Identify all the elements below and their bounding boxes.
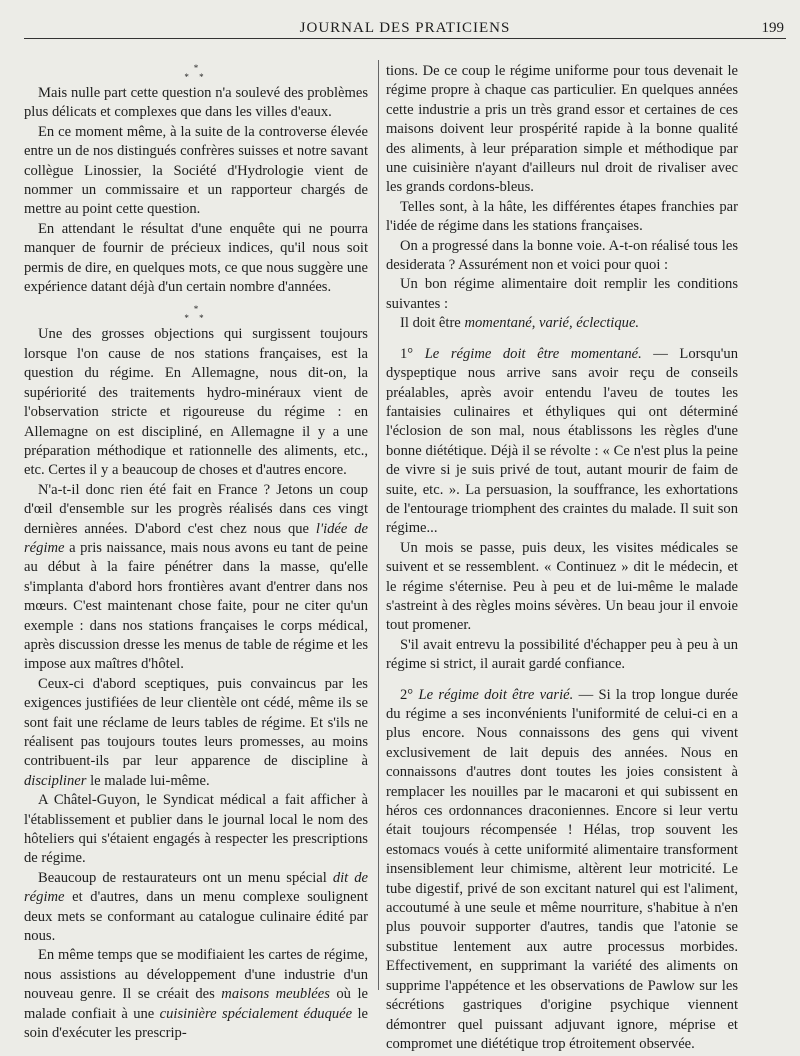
paragraph: En ce moment même, à la suite de la controverse élevée entre un de nos distingués confrères suisses et notre savant collègue Linossier, la Société d'Hydrologie vient de nommer un commissaire et un rapporteur chargés de mettre au point cette question. <box>24 123 368 218</box>
paragraph: S'il avait entrevu la possibilité d'échapper peu à peu à un régime si strict, il aurait gardé confiance. <box>386 636 738 673</box>
right-column <box>386 62 738 1054</box>
left-column <box>24 62 368 1044</box>
paragraph: En même temps que se modifiaient les cartes de régime, nous assistions au développement d'une industrie d'un nouveau genre. Il se créait des maisons meublées où le malade confiait à une cuisinière spécialement éduquée le soin d'exécuter les prescrip- <box>24 947 368 1042</box>
paragraph: Ceux-ci d'abord sceptiques, puis convaincus par les exigences justifiées de leur clientèle ont cédé, même ils se sont fait une réclame de leurs tables de régime. Et s'ils ne réalisent pas toujours toutes leurs promesses, au moins contribuent-ils par leur apparence de discipline à discipliner le malade lui-même. <box>24 675 368 789</box>
paragraph: Il doit être momentané, varié, éclectique. <box>400 315 640 332</box>
paragraph: En attendant le résultat d'une enquête qui ne pourra manquer de fournir de précieux indices, qu'il nous soit permis de dire, en quelques mots, ce que nous suggère une expérience datant déjà d'un certain nombre d'années. <box>24 220 368 296</box>
paragraph: Un mois se passe, puis deux, les visites médicales se suivent et se ressemblent. « Continuez » dit le médecin, et le régime s'éternise. Peu à peu et de lui-même le malade s'astreint à des règles moins sévères. Un beau jour il envoie tout promener. <box>386 539 738 634</box>
paragraph: Beaucoup de restaurateurs ont un menu spécial dit de régime et d'autres, dans un menu complexe soulignent deux mets se conformant au catalogue culinaire édité par nous. <box>24 869 368 945</box>
section-asterism: * * * <box>184 63 208 82</box>
paragraph: tions. De ce coup le régime uniforme pour tous devenait le régime propre à chaque cas particulier. En quelques années cette industrie a pris un très grand essor et certaines de ces maisons doivent leur prospérité rapide à la bonne qualité des aliments, à leur préparation simple et méthodique par une cuisinière n'ayant d'ailleurs nul droit de rivaliser avec les grands cordons-bleus. <box>386 63 738 196</box>
page-number: 199 <box>761 20 784 36</box>
paragraph: N'a-t-il donc rien été fait en France ? Jetons un coup d'œil d'ensemble sur les progrès réalisés dans ces vingt dernières années. D'abord c'est chez nous que l'idée de régime a pris naissance, mais nous avons eu tant de peine au début à la faire pénétrer dans la masse, qu'elle s'implanta d'abord hors frontières avant d'entrer dans nos mœurs. C'est maintenant chose faite, pour ne citer qu'un exemple : dans nos stations françaises le corps médical, après discussion dresse les menus de table de régime et les impose aux maîtres d'hôtel. <box>24 481 368 673</box>
spacer <box>386 675 738 686</box>
section-asterism: * * * <box>184 304 208 324</box>
paragraph: Mais nulle part cette question n'a soulevé des problèmes plus délicats et complexes que dans les villes d'eaux. <box>24 85 368 121</box>
paragraph: 2° Le régime doit être varié. — Si la trop longue durée du régime a ses inconvénients l'uniformité de celui-ci en a plus encore. Nous connaissons des gens qui vivent exclusivement de lait depuis des années. Nous en connaissons d'autres dont toutes les joies consistent à remplacer les nouilles par le macaroni et qui subissent en héros ces ordonnances draconiennes. Encore si leur vertu était toujours récompensée ! Hélas, trop souvent les estomacs voués à cette uniformité alimentaire transforment insensiblement leur chimisme, altèrent leur motricité. Le tube digestif, privé de son excitant naturel qui est l'aliment, accoutumé à une seule et même nourriture, s'habitue à n'en plus pouvoir supporter d'autres, tandis que l'atonie se substitue lentement aux autre processus morbides. Effectivement, en supprimant la variété des aliments on supprime l'appétence et les observations de Pawlow sur les sécrétions gastriques d'origine psychique viennent démontrer quel puissant adjuvant ignore, méprise et compromet une diététique trop étroitement observée. <box>386 686 739 1052</box>
column-divider <box>378 60 379 990</box>
paragraph: A Châtel-Guyon, le Syndicat médical a fait afficher à l'établissement et publier dans le journal local le nom des hôteliers qui s'étaient engagés à respecter les prescriptions de régime. <box>24 792 368 867</box>
journal-title: JOURNAL DES PRATICIENS <box>299 20 511 36</box>
paragraph: On a progressé dans la bonne voie. A-t-on réalisé tous les desiderata ? Assurément non et voici pour quoi : <box>386 237 738 274</box>
spacer <box>386 334 738 345</box>
paragraph: 1° Le régime doit être momentané. — Lorsqu'un dyspeptique nous arrive sans avoir reçu de conseils préalables, après avoir entendu l'aveu de toutes les fantaisies culinaires et éthyliques qui ont déterminé l'éclosion de son mal, nous établissons les règles d'une bonne diététique. Déjà il se révolte : « Ce n'est plus la peine de vivre si je suis privé de tout, autant mourir de faim de suite, etc. ». La persuasion, la souffrance, les exhortations de l'entourage triomphent des craintes du malade. Il suit son régime... <box>386 345 738 537</box>
running-head <box>24 14 786 39</box>
paragraph: Une des grosses objections qui surgissent toujours lorsque l'on cause de nos stations françaises, est la question du régime. En Allemagne, nous dit-on, la supériorité des traitements hydro-minéraux vient de l'observation stricte et rigoureuse du régime : en Allemagne on est discipliné, en Allemagne il y a une préparation méthodique et rationnelle des aliments, etc., etc. Certes il y a beaucoup de choses et d'autres encore. <box>24 326 368 479</box>
paragraph: Un bon régime alimentaire doit remplir les conditions suivantes : <box>386 276 738 312</box>
paragraph: Telles sont, à la hâte, les différentes étapes franchies par l'idée de régime dans les stations françaises. <box>386 198 738 235</box>
